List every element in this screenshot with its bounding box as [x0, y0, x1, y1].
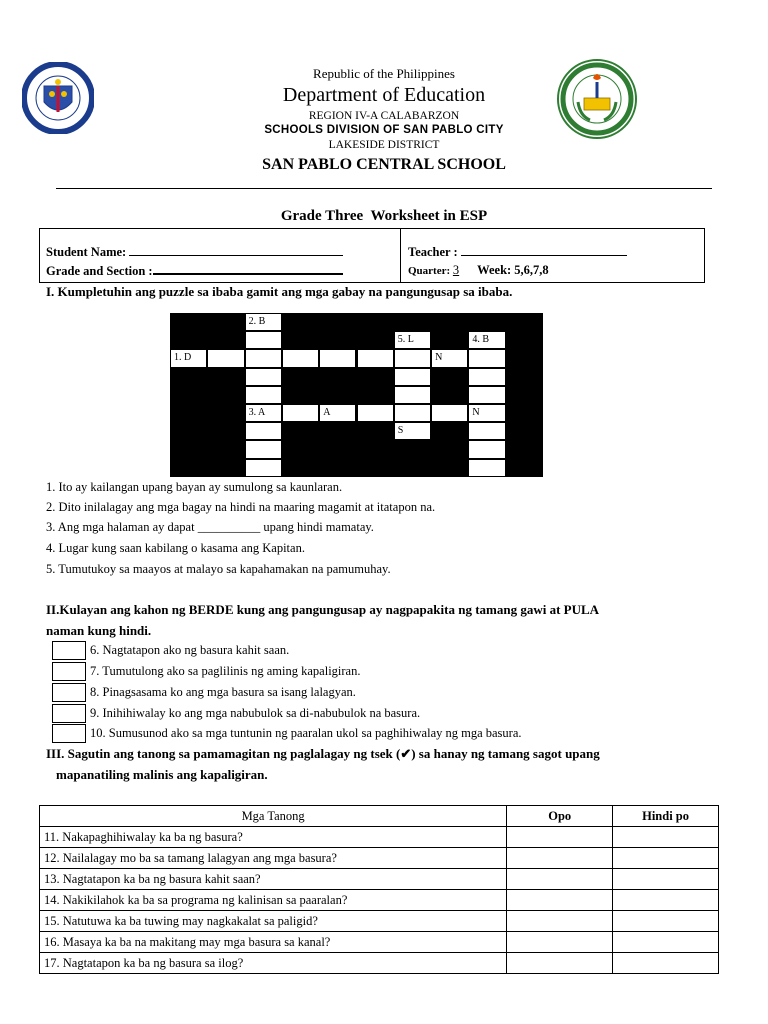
section2-title-line1: II.Kulayan ang kahon ng BERDE kung ang pangungusap ay nagpapakita ng tamang gawi at PULA: [46, 602, 600, 617]
teacher-label: Teacher :: [408, 245, 461, 259]
color-box-8[interactable]: [52, 683, 86, 702]
header-school: SAN PABLO CENTRAL SCHOOL: [262, 156, 506, 173]
hindi-po-cell-11[interactable]: [613, 827, 719, 848]
crossword-cell[interactable]: [246, 441, 281, 457]
crossword-cell[interactable]: [246, 332, 281, 348]
crossword-cell[interactable]: 1. D: [171, 350, 206, 366]
color-box-9[interactable]: [52, 704, 86, 723]
statement-9: 9. Inihihiwalay ko ang mga nabubulok sa di-nabubulok na basura.: [90, 706, 421, 720]
student-name-field[interactable]: [129, 245, 343, 256]
statement-8: 8. Pinagsasama ko ang mga basura sa isang lalagyan.: [90, 685, 356, 699]
question-12: 12. Nailalagay mo ba sa tamang lalagyan ang mga basura?: [40, 848, 507, 869]
grade-section-field[interactable]: [153, 263, 343, 275]
worksheet-title: Grade Three Worksheet in ESP: [280, 208, 488, 224]
crossword-cell[interactable]: N: [469, 405, 504, 421]
clue-4: 4. Lugar kung saan kabilang o kasama ang Kapitan.: [46, 541, 305, 555]
quarter-label: Quarter:: [408, 265, 453, 277]
crossword-cell[interactable]: [432, 405, 467, 421]
crossword-cell[interactable]: 5. L: [395, 332, 430, 348]
question-17: 17. Nagtatapon ka ba ng basura sa ilog?: [40, 953, 507, 974]
info-box-divider: [400, 229, 401, 282]
clue-2: 2. Dito inilalagay ang mga bagay na hindi na maaring magamit at itatapon na.: [46, 500, 436, 514]
opo-cell-11[interactable]: [507, 827, 613, 848]
crossword-cell[interactable]: [395, 387, 430, 403]
header-opo: Opo: [507, 806, 613, 827]
questions-table: [39, 805, 719, 974]
crossword-cell[interactable]: 2. B: [246, 314, 281, 330]
header-hindi-po: Hindi po: [613, 806, 719, 827]
question-11: 11. Nakapaghihiwalay ka ba ng basura?: [40, 827, 507, 848]
header-district: LAKESIDE DISTRICT: [328, 139, 440, 151]
header-questions: Mga Tanong: [40, 806, 507, 827]
hindi-po-cell-16[interactable]: [613, 932, 719, 953]
table-row: [40, 932, 719, 953]
question-16: 16. Masaya ka ba na makitang may mga basura sa kanal?: [40, 932, 507, 953]
statement-7: 7. Tumutulong ako sa paglilinis ng aming kapaligiran.: [90, 664, 361, 678]
section1-title: I. Kumpletuhin ang puzzle sa ibaba gamit ang mga gabay na pangungusap sa ibaba.: [46, 284, 513, 299]
table-row: [40, 911, 719, 932]
hindi-po-cell-15[interactable]: [613, 911, 719, 932]
header-division: SCHOOLS DIVISION OF SAN PABLO CITY: [264, 124, 504, 136]
crossword-cell[interactable]: [283, 350, 318, 366]
crossword-cell[interactable]: N: [432, 350, 467, 366]
opo-cell-12[interactable]: [507, 848, 613, 869]
table-header-row: [40, 806, 719, 827]
student-name-row: [46, 245, 343, 260]
crossword-cell[interactable]: S: [395, 423, 430, 439]
header-republic: Republic of the Philippines: [313, 66, 455, 81]
crossword-cell[interactable]: [395, 369, 430, 385]
teacher-row: [408, 245, 627, 260]
clue-1: 1. Ito ay kailangan upang bayan ay sumulong sa kaunlaran.: [46, 480, 343, 494]
crossword-puzzle: [170, 313, 543, 477]
crossword-cell[interactable]: [469, 460, 504, 476]
crossword-cell[interactable]: [469, 387, 504, 403]
clue-5: 5. Tumutukoy sa maayos at malayo sa kapahamakan na pamumuhay.: [46, 562, 391, 576]
grade-section-row: [46, 263, 343, 279]
table-row: [40, 848, 719, 869]
section3-title-line2: mapanatiling malinis ang kapaligiran.: [56, 767, 268, 782]
crossword-cell[interactable]: [358, 350, 393, 366]
crossword-cell[interactable]: 4. B: [469, 332, 504, 348]
crossword-cell[interactable]: [469, 350, 504, 366]
table-row: [40, 869, 719, 890]
crossword-cell[interactable]: [246, 423, 281, 439]
opo-cell-15[interactable]: [507, 911, 613, 932]
table-row: [40, 953, 719, 974]
clue-3: 3. Ang mga halaman ay dapat __________ upang hindi mamatay.: [46, 520, 374, 534]
crossword-cell[interactable]: [283, 405, 318, 421]
question-15: 15. Natutuwa ka ba tuwing may nagkakalat sa paligid?: [40, 911, 507, 932]
opo-cell-17[interactable]: [507, 953, 613, 974]
crossword-cell[interactable]: [469, 369, 504, 385]
question-14: 14. Nakikilahok ka ba sa programa ng kalinisan sa paaralan?: [40, 890, 507, 911]
crossword-cell[interactable]: [395, 350, 430, 366]
crossword-cell[interactable]: [246, 460, 281, 476]
crossword-cell[interactable]: A: [320, 405, 355, 421]
crossword-cell[interactable]: [469, 441, 504, 457]
crossword-cell[interactable]: [246, 350, 281, 366]
crossword-cell[interactable]: 3. A: [246, 405, 281, 421]
hindi-po-cell-14[interactable]: [613, 890, 719, 911]
crossword-cell[interactable]: [320, 350, 355, 366]
crossword-cell[interactable]: [208, 350, 243, 366]
crossword-cell[interactable]: [358, 405, 393, 421]
color-box-7[interactable]: [52, 662, 86, 681]
opo-cell-14[interactable]: [507, 890, 613, 911]
crossword-cell[interactable]: [395, 405, 430, 421]
header-region: REGION IV-A CALABARZON: [308, 110, 460, 122]
hindi-po-cell-12[interactable]: [613, 848, 719, 869]
section2-title-line2: naman kung hindi.: [46, 623, 152, 638]
grade-section-label: Grade and Section :: [46, 264, 153, 278]
hindi-po-cell-13[interactable]: [613, 869, 719, 890]
crossword-cell[interactable]: [469, 423, 504, 439]
crossword-cell[interactable]: [246, 387, 281, 403]
quarter-week-row: [408, 263, 549, 278]
header-department: Department of Education: [282, 84, 486, 106]
opo-cell-16[interactable]: [507, 932, 613, 953]
section3-title-line1: III. Sagutin ang tanong sa pamamagitan ng paglalagay ng tsek (✔) sa hanay ng tamang sagot upang: [46, 746, 600, 761]
opo-cell-13[interactable]: [507, 869, 613, 890]
student-name-label: Student Name:: [46, 245, 130, 259]
student-info-box: [39, 228, 705, 283]
color-box-6[interactable]: [52, 641, 86, 660]
table-row: [40, 890, 719, 911]
statement-10: 10. Sumusunod ako sa mga tuntunin ng paaralan ukol sa paghihiwalay ng mga basura.: [90, 726, 522, 740]
color-box-10[interactable]: [52, 724, 86, 743]
quarter-value: 3: [452, 263, 460, 277]
statement-6: 6. Nagtatapon ako ng basura kahit saan.: [90, 643, 290, 657]
hindi-po-cell-17[interactable]: [613, 953, 719, 974]
header-divider: [56, 188, 712, 189]
table-row: [40, 827, 719, 848]
week-label: Week: 5,6,7,8: [477, 263, 549, 277]
crossword-cell[interactable]: [246, 369, 281, 385]
question-13: 13. Nagtatapon ka ba ng basura kahit saan?: [40, 869, 507, 890]
teacher-field[interactable]: [461, 245, 627, 256]
